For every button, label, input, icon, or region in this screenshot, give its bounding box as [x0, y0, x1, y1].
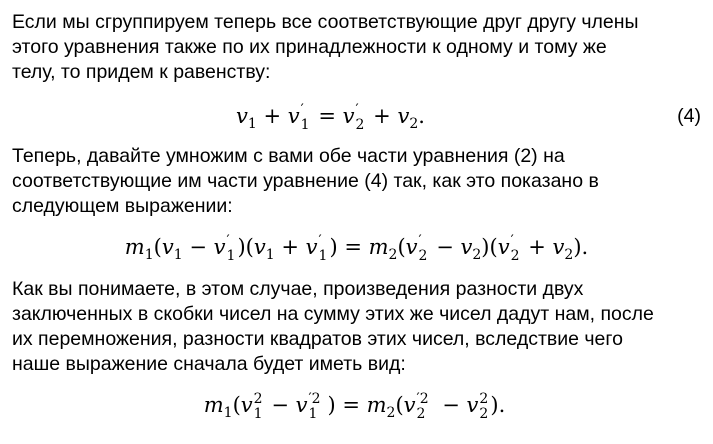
paragraph-3: Как вы понимаете, в этом случае, произведения разности двух заключенных в скобки чисел на сумму этих же чисел дадут нам, после их перемножения, разности квадратов этих чисел, вследствие чего наше выражение сначала будет иметь вид:: [12, 278, 654, 375]
equation-number: (4): [677, 105, 701, 127]
paragraph-2: Теперь, давайте умножим с вами обе части уравнения (2) на соответствующие им части уравнение (4) так, как это показано в следующем выражении:: [12, 145, 599, 217]
equation-4: $v_1 + v$ ′ 1 = v ′ 2 + $v_2$.: [236, 101, 425, 133]
paragraph-1: Если мы сгруппируем теперь все соответствующие друг другу члены этого уравнения также по их принадлежности к одному и тому же телу, то придем к равенству:: [12, 11, 639, 83]
equation-squares: $m_1(v$ 2 1 − v ′2 1 ) = $m_2(v$ ′2 2 − v 2 2 ).: [203, 390, 506, 422]
equation-product: $m_1(v_1 - v$ ′ 1 )($v_1 + v$ ′ 1 ) = $m_2(v$ ′ 2 − $v_2)(v$ ′ 2 + $v_2$).: [124, 232, 589, 264]
